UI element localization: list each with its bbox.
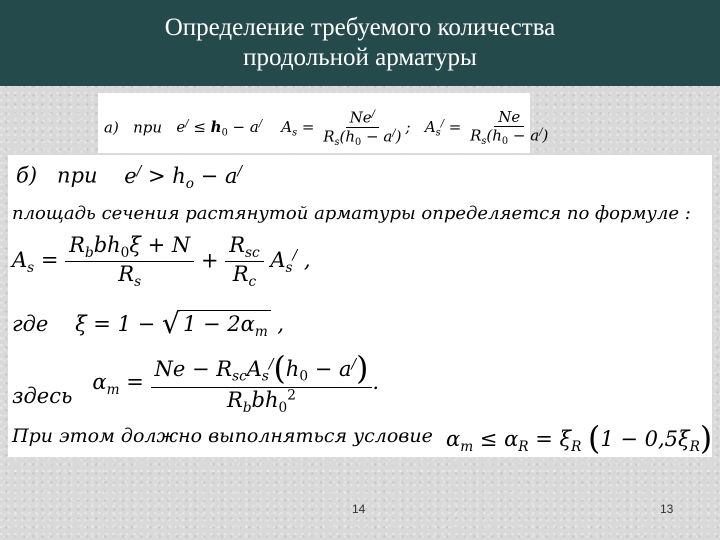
case-a-condition: $e^/ \le h_0 - a^/$ [176,118,263,139]
case-b-formula-as: $A_s$ = $\frac{R_bbh_0\xi + N}{R_s}$ + $\frac{R_{sc}}{R_c}$ $A_s^/$ , [12,233,311,291]
case-b-condition-text: При этом должно выполняться условие [12,425,433,447]
case-b-alpha-formula: $\alpha_m$ = $\frac{Ne - R_{sc}A_s^/(h_0 - a^/)}{R_bbh_0^2}$ . [92,351,380,416]
case-a-formula-as: $A_s$ = $\frac{Ne^/}{R_s(h_0 - a^/)}$ ; [281,108,416,148]
case-a-when-word: при [133,118,163,137]
case-a-label: а) [104,118,119,137]
case-b-formula-panel [8,155,712,457]
case-b-area-text: площадь сечения растянутой арматуры определяется по формуле : [12,203,691,224]
case-b-condition-formula: $\alpha_m \le \alpha_R = \xi_R$ $(1 - 0,5\xi_R)$ [446,421,713,457]
case-b-xi-line [12,307,285,341]
slide-title-bar [0,0,720,86]
case-b-condition-line [16,163,242,191]
case-a-formula-panel [98,93,549,153]
center-page-number: 14 [352,502,366,516]
case-b-xi-formula: ξ = 1 − √ $1 - 2\alpha_m$ , [75,307,285,340]
case-b-label: б) [16,163,38,188]
case-b-when-word: при [57,163,98,188]
slide-title-line-2: продольной арматуры [243,44,477,71]
case-b-here-word: здесь [12,384,73,409]
case-a-formula-line [104,109,552,148]
slide-title-line-1: Определение требуемого количества [164,14,556,41]
case-b-alpha-line [12,351,379,417]
case-b-condition: $e^/ > h_o - a^/$ [124,163,243,192]
case-b-where-word: где [12,311,49,336]
case-a-formula-as-prime: $A_s^/$ = $\frac{Ne}{R_s(h_0 - a^/)}$ [424,108,549,148]
slide-page-number: 13 [660,502,674,516]
